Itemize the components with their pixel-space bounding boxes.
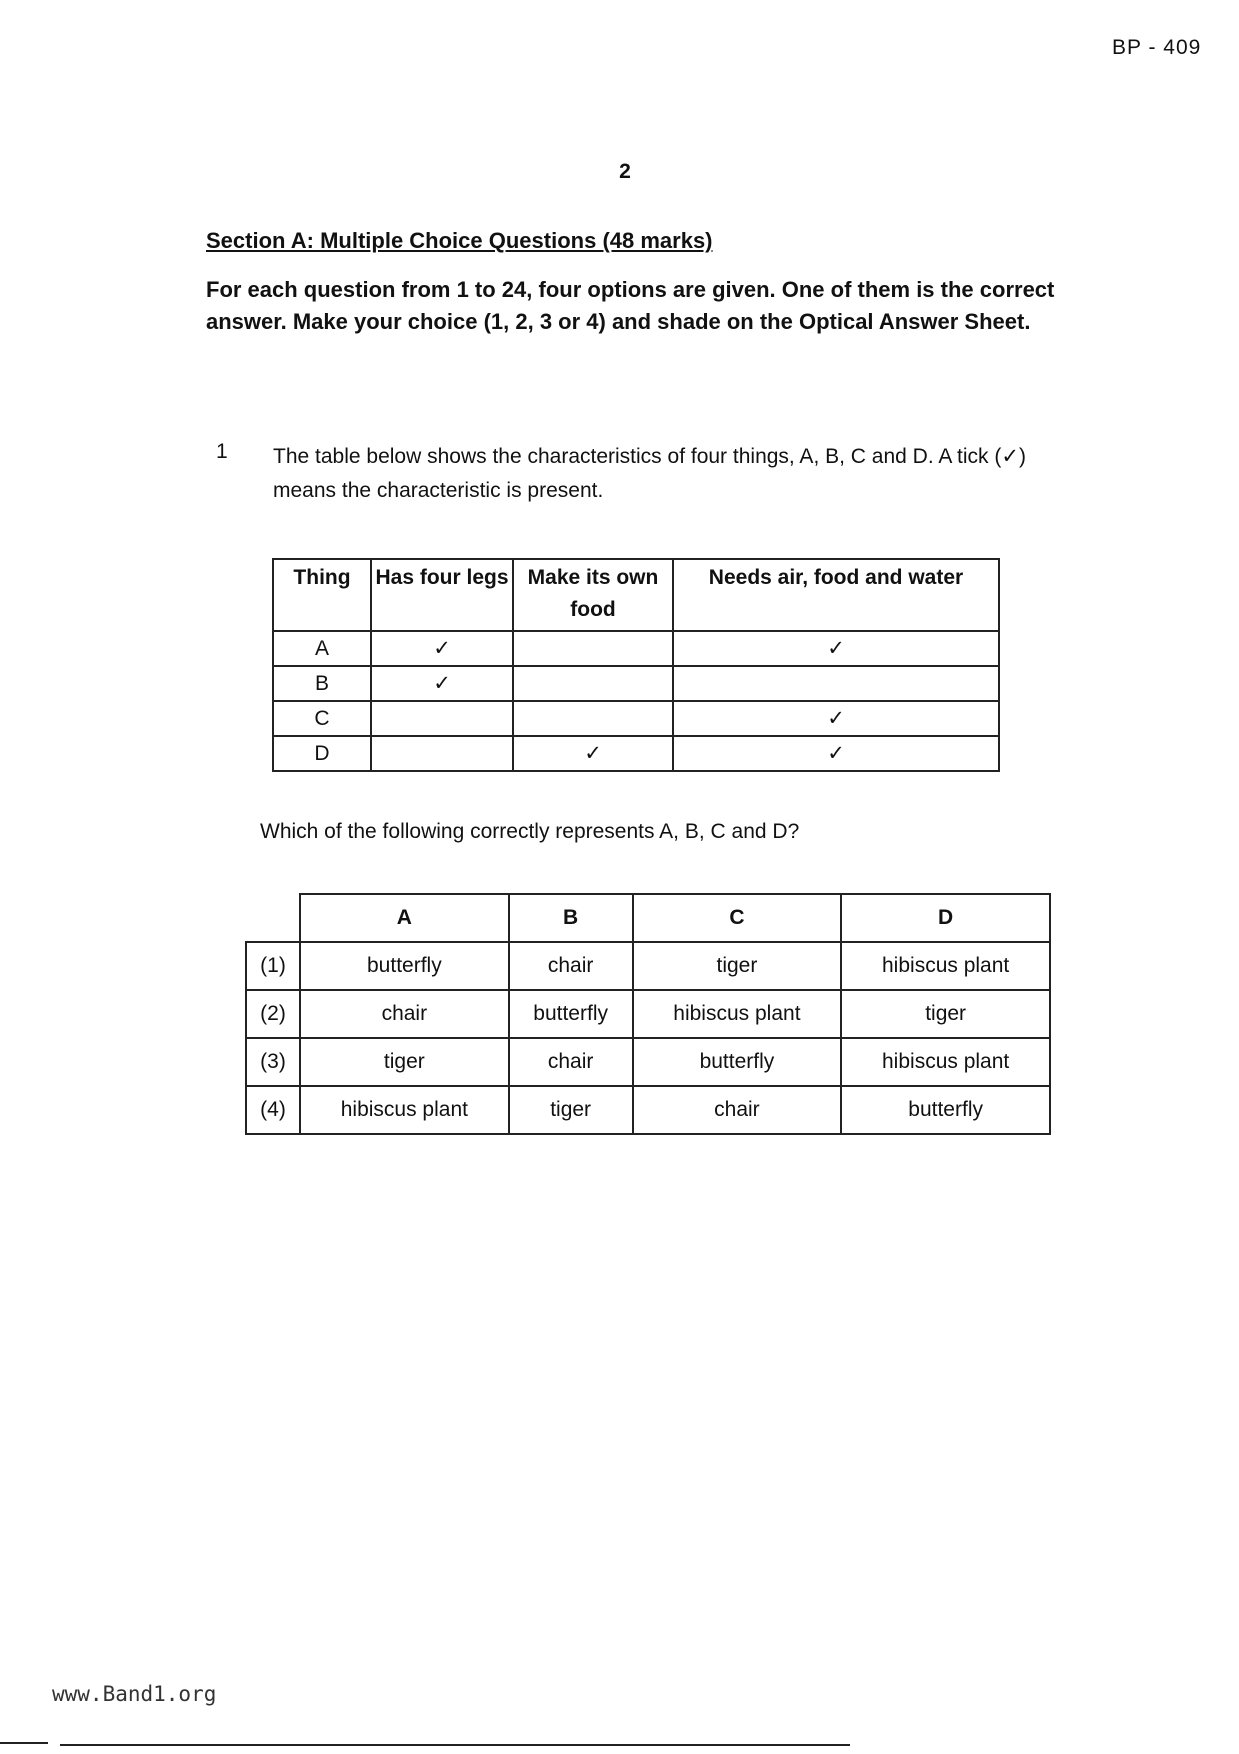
option-row <box>246 1038 1050 1086</box>
question-number: 1 <box>216 440 228 463</box>
thing-cell: B <box>273 666 371 701</box>
tick-cell <box>513 701 673 736</box>
header-b: B <box>509 894 633 942</box>
table-header-row <box>246 894 1050 942</box>
option-cell: butterfly <box>300 942 509 990</box>
tick-cell: ✓ <box>513 736 673 771</box>
option-cell: hibiscus plant <box>841 942 1050 990</box>
footer-site-link[interactable]: www.Band1.org <box>52 1682 217 1706</box>
question-prompt: Which of the following correctly represents A, B, C and D? <box>260 820 800 843</box>
option-cell: tiger <box>509 1086 633 1134</box>
table-row <box>273 631 999 666</box>
option-row <box>246 990 1050 1038</box>
characteristics-table <box>272 558 1000 772</box>
option-cell: chair <box>509 942 633 990</box>
table-row <box>273 666 999 701</box>
option-cell: tiger <box>300 1038 509 1086</box>
option-cell: chair <box>300 990 509 1038</box>
thing-cell: A <box>273 631 371 666</box>
blank-corner <box>246 894 300 942</box>
tick-cell: ✓ <box>371 631 513 666</box>
option-number: (4) <box>246 1086 300 1134</box>
option-cell: hibiscus plant <box>300 1086 509 1134</box>
section-title: Section A: Multiple Choice Questions (48 marks) <box>206 228 713 253</box>
options-table <box>245 893 1051 1135</box>
header-thing: Thing <box>273 559 371 631</box>
footer-rule-short <box>0 1742 48 1744</box>
option-cell: tiger <box>633 942 842 990</box>
header-make-own-food: Make its own food <box>513 559 673 631</box>
option-cell: tiger <box>841 990 1050 1038</box>
option-cell: butterfly <box>841 1086 1050 1134</box>
tick-cell: ✓ <box>371 666 513 701</box>
option-cell: chair <box>633 1086 842 1134</box>
option-cell: hibiscus plant <box>633 990 842 1038</box>
tick-cell: ✓ <box>673 631 999 666</box>
tick-cell <box>673 666 999 701</box>
table-row <box>273 736 999 771</box>
option-number: (1) <box>246 942 300 990</box>
table-row <box>273 701 999 736</box>
tick-cell <box>371 736 513 771</box>
header-d: D <box>841 894 1050 942</box>
option-cell: chair <box>509 1038 633 1086</box>
header-has-four-legs: Has four legs <box>371 559 513 631</box>
table-header-row <box>273 559 999 631</box>
tick-cell: ✓ <box>673 736 999 771</box>
option-cell: butterfly <box>509 990 633 1038</box>
option-number: (3) <box>246 1038 300 1086</box>
header-c: C <box>633 894 842 942</box>
option-cell: hibiscus plant <box>841 1038 1050 1086</box>
tick-cell <box>513 631 673 666</box>
tick-cell <box>371 701 513 736</box>
header-a: A <box>300 894 509 942</box>
option-number: (2) <box>246 990 300 1038</box>
header-needs-air-food-water: Needs air, food and water <box>673 559 999 631</box>
option-row <box>246 1086 1050 1134</box>
question-text: The table below shows the characteristics of four things, A, B, C and D. A tick (✓) means the characteristic is present. <box>273 445 1026 502</box>
option-row <box>246 942 1050 990</box>
section-instructions: For each question from 1 to 24, four options are given. One of them is the correct answer. Make your choice (1, 2, 3 or 4) and shade on the Optical Answer Sheet. <box>206 277 1055 334</box>
tick-cell: ✓ <box>673 701 999 736</box>
page-number: 2 <box>619 160 631 183</box>
document-code: BP - 409 <box>1112 36 1202 59</box>
tick-cell <box>513 666 673 701</box>
thing-cell: C <box>273 701 371 736</box>
option-cell: butterfly <box>633 1038 842 1086</box>
footer-rule <box>60 1744 850 1746</box>
thing-cell: D <box>273 736 371 771</box>
